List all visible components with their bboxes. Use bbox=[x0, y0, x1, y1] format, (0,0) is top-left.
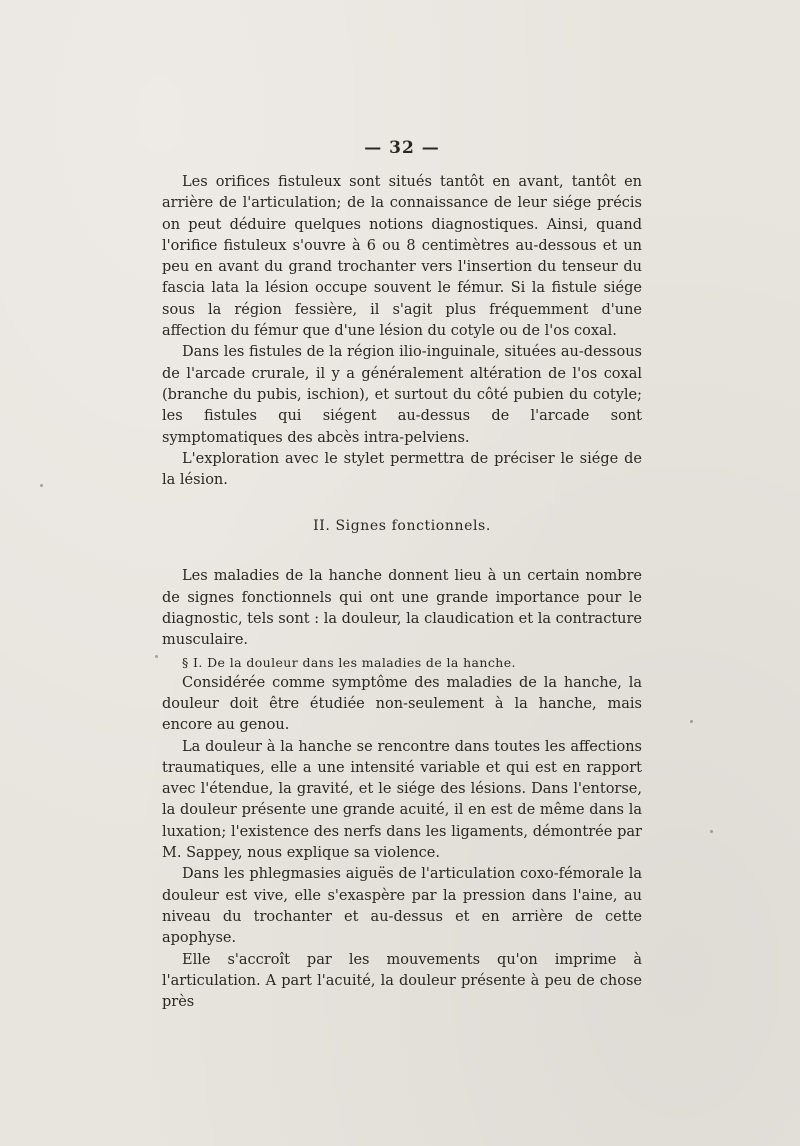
paper-speck bbox=[40, 484, 43, 487]
paragraph: La douleur à la hanche se rencontre dans toutes les affections traumatiques, elle a une intensité variable et qui est en rapport avec l'étendue, la gravité, et le siége des lésions. Dans l'entorse, la douleur présente une grande acuité, il en est de même dans la luxation; l'existence des nerfs dans les ligaments, démontrée par M. Sappey, nous explique sa violence. bbox=[162, 738, 642, 862]
page-number: — 32 — bbox=[364, 138, 440, 158]
subsection-heading: § I. De la douleur dans les maladies de la hanche. bbox=[182, 654, 516, 670]
paragraph: Elle s'accroît par les mouvements qu'on imprime à l'articulation. A part l'acuité, la douleur présente à peu de chose près bbox=[162, 951, 642, 1011]
paper-speck bbox=[155, 655, 158, 658]
paper-speck bbox=[690, 720, 693, 723]
paragraph: Dans les phlegmasies aiguës de l'articulation coxo-fémorale la douleur est vive, elle s'exaspère par la pression dans l'aine, au niveau du trochanter et au-dessus et en arrière de cette apophyse. bbox=[162, 866, 642, 947]
paper-speck bbox=[710, 830, 713, 833]
paragraph: Les orifices fistuleux sont situés tantôt en avant, tantôt en arrière de l'articulation; de la connaissance de leur siége précis on peut déduire quelques notions diagnostiques. Ainsi, quand l'orifice fistuleux s'ouvre à 6 ou 8 centimètres au-dessous et un peu en avant du grand trochanter vers l'insertion du tenseur du fascia lata la lésion occupe souvent le fémur. Si la fistule siége sous la région fessière, il s'agit plus fréquemment d'une affection du fémur que d'une lésion du cotyle ou de l'os coxal. bbox=[162, 174, 642, 340]
paragraph: Dans les fistules de la région ilio-inguinale, situées au-dessous de l'arcade crurale, il y a généralement altération de l'os coxal (branche du pubis, ischion), et surtout du côté pubien du cotyle; les fistules qui siégent au-dessus de l'arcade sont symptomatiques des abcès intra-pelviens. bbox=[162, 344, 642, 446]
paragraph: Considérée comme symptôme des maladies de la hanche, la douleur doit être étudiée non-seulement à la hanche, mais encore au genou. bbox=[162, 674, 642, 734]
paragraph: L'exploration avec le stylet permettra de préciser le siége de la lésion. bbox=[162, 450, 642, 489]
section-heading: II. Signes fonctionnels. bbox=[313, 518, 491, 535]
paragraph: Les maladies de la hanche donnent lieu à un certain nombre de signes fonctionnels qui ont une grande importance pour le diagnostic, tels sont : la douleur, la claudication et la contracture musculaire. bbox=[162, 568, 642, 649]
page-content bbox=[162, 138, 642, 1013]
